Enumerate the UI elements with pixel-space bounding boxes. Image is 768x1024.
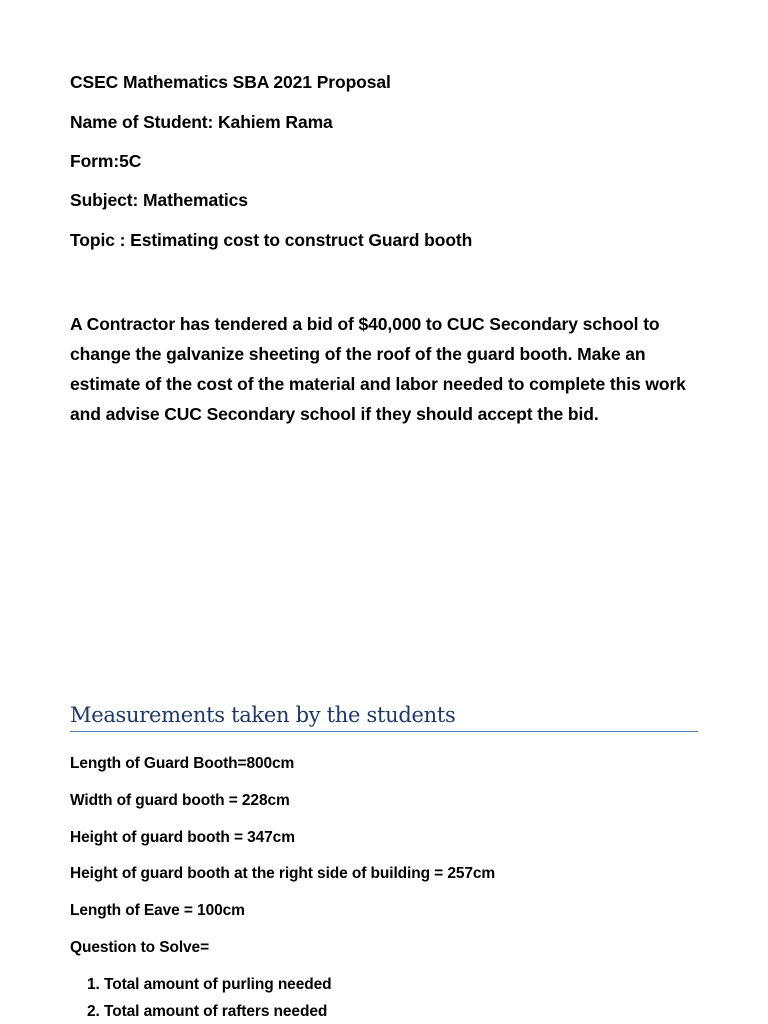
- measurement-item: Height of guard booth at the right side of building = 257cm: [70, 865, 496, 882]
- intro-paragraph: A Contractor has tendered a bid of $40,000 to CUC Secondary school to change the galvanize sheeting of the roof of the guard booth. Make an estimate of the cost of the material and labor needed to complete this work and advise CUC Secondary school if they should accept the bid.: [70, 314, 686, 424]
- measurement-item: Length of Eave = 100cm: [70, 902, 245, 919]
- question-text: Total amount of purling needed: [104, 976, 332, 993]
- question-item: [87, 976, 331, 994]
- student-form: Form:5C: [70, 151, 142, 171]
- student-name: Name of Student: Kahiem Rama: [70, 112, 333, 132]
- question-number: 1.: [87, 976, 100, 993]
- measurement-item: Width of guard booth = 228cm: [70, 792, 290, 809]
- question-number: 2.: [87, 1003, 100, 1020]
- question-item: [87, 1003, 327, 1021]
- topic-line: Topic : Estimating cost to construct Guard booth: [70, 230, 473, 250]
- measurement-item: Length of Guard Booth=800cm: [70, 755, 295, 772]
- measurement-item: Height of guard booth = 347cm: [70, 829, 295, 846]
- document-title: CSEC Mathematics SBA 2021 Proposal: [70, 72, 391, 92]
- question-label: Question to Solve=: [70, 939, 210, 956]
- question-text: Total amount of rafters needed: [104, 1003, 328, 1020]
- measurements-heading: Measurements taken by the students: [70, 703, 698, 732]
- subject-line: Subject: Mathematics: [70, 190, 248, 210]
